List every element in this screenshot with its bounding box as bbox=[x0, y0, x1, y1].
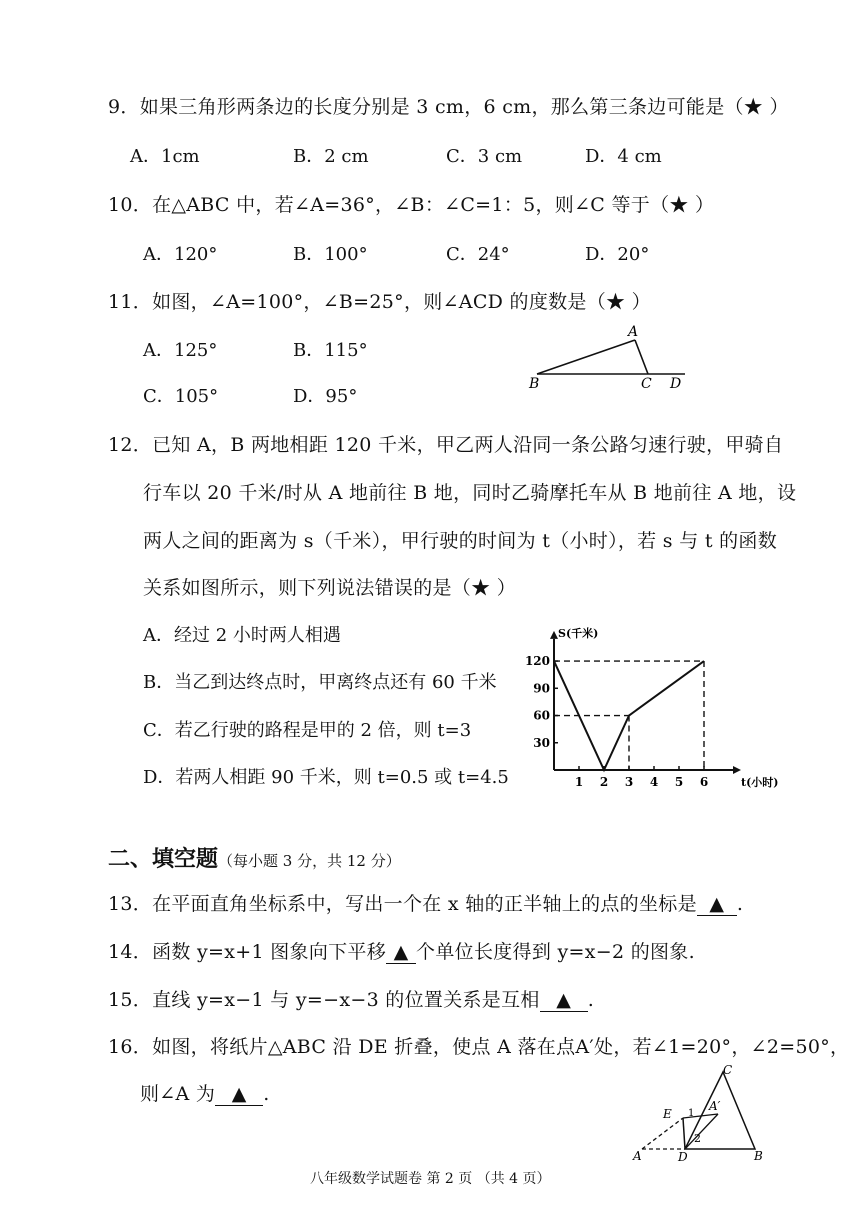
q11-option-c: C．105° bbox=[143, 386, 219, 407]
q16-text: 则∠A 为 bbox=[140, 1083, 216, 1105]
q16-label-d: D bbox=[678, 1150, 688, 1164]
q16-label-a-prime: A′ bbox=[709, 1099, 721, 1113]
x-tick-label: 1 bbox=[574, 775, 584, 789]
q13-text: 13．在平面直角坐标系中，写出一个在 x 轴的正半轴上的点的坐标是 bbox=[108, 893, 697, 915]
section-title: 二、填空题 bbox=[108, 846, 219, 872]
q16-blank: ▲ bbox=[215, 1083, 263, 1106]
y-tick-label: 60 bbox=[533, 708, 550, 723]
y-tick-label: 120 bbox=[524, 654, 550, 669]
q12-option-b: B．当乙到达终点时，甲离终点还有 60 千米 bbox=[143, 672, 497, 693]
q16-label-b: B bbox=[754, 1149, 763, 1163]
q12-stem-line-2: 行车以 20 千米/时从 A 地前往 B 地，同时乙骑摩托车从 B 地前往 A 地，设 bbox=[143, 482, 797, 504]
q10-option-a: A．120° bbox=[143, 244, 218, 265]
q14-pre: 14．函数 y=x+1 图象向下平移 bbox=[108, 941, 387, 963]
y-axis-label: S(千米) bbox=[558, 626, 599, 640]
section-heading bbox=[108, 842, 401, 873]
x-tick-label: 5 bbox=[674, 775, 684, 789]
x-tick-label: 3 bbox=[624, 775, 634, 789]
q10-option-d: D．20° bbox=[585, 244, 650, 265]
q16-label-c: C bbox=[723, 1063, 733, 1077]
q12-option-d: D．若两人相距 90 千米，则 t=0.5 或 t=4.5 bbox=[143, 767, 509, 788]
q11-stem: 11．如图，∠A=100°，∠B=25°，则∠ACD 的度数是（★ ） bbox=[108, 291, 651, 313]
page-footer: 八年级数学试题卷 第 2 页 （共 4 页） bbox=[310, 1171, 551, 1187]
x-tick-label: 6 bbox=[699, 775, 709, 789]
q16-label-a: A bbox=[633, 1149, 642, 1163]
x-axis-arrow bbox=[733, 766, 741, 774]
q11-label-a: A bbox=[628, 324, 639, 340]
q10-stem: 10．在△ABC 中，若∠A=36°，∠B：∠C=1：5，则∠C 等于（★ ） bbox=[108, 194, 715, 216]
q11-option-a: A．125° bbox=[143, 340, 218, 361]
q11-label-d: D bbox=[670, 376, 682, 392]
distance-time-chart bbox=[520, 615, 790, 800]
q15 bbox=[108, 985, 594, 1012]
q16-label-e: E bbox=[663, 1107, 672, 1121]
x-tick-label: 2 bbox=[599, 775, 609, 789]
q15-tail: . bbox=[587, 989, 595, 1011]
q11-option-d: D．95° bbox=[293, 386, 358, 407]
q14-blank: ▲ bbox=[386, 941, 416, 964]
x-axis-label: t(小时) bbox=[741, 776, 779, 789]
q12-stem-line-3: 两人之间的距离为 s（千米），甲行驶的时间为 t（小时），若 s 与 t 的函数 bbox=[143, 530, 778, 552]
q16-label-angle-1: 1 bbox=[688, 1108, 695, 1119]
q10-option-b: B．100° bbox=[293, 244, 368, 265]
q12-option-c: C．若乙行驶的路程是甲的 2 倍，则 t=3 bbox=[143, 720, 472, 741]
q11-label-b: B bbox=[529, 376, 540, 392]
q14 bbox=[108, 937, 695, 964]
q9-stem: 9．如果三角形两条边的长度分别是 3 cm，6 cm，那么第三条边可能是（★ ） bbox=[108, 96, 789, 118]
q16-tail: . bbox=[263, 1083, 270, 1105]
q11-triangle-figure bbox=[525, 318, 695, 393]
q12-stem-line-4: 关系如图所示，则下列说法错误的是（★ ） bbox=[143, 577, 517, 599]
q14-post: 个单位长度得到 y=x−2 的图象. bbox=[416, 941, 695, 963]
q15-text: 15．直线 y=x−1 与 y=−x−3 的位置关系是互相 bbox=[108, 989, 540, 1011]
x-tick-label: 4 bbox=[649, 775, 659, 789]
y-axis-arrow bbox=[550, 631, 558, 639]
q16-label-angle-2: 2 bbox=[694, 1132, 701, 1145]
q13-tail: . bbox=[736, 893, 744, 915]
q13 bbox=[108, 889, 743, 916]
section-note: （每小题 3 分，共 12 分） bbox=[218, 852, 401, 870]
q12-option-a: A．经过 2 小时两人相遇 bbox=[143, 625, 341, 646]
q9-option-b: B．2 cm bbox=[293, 146, 369, 167]
y-tick-label: 30 bbox=[533, 735, 550, 750]
q11-option-b: B．115° bbox=[293, 340, 368, 361]
q9-option-d: D．4 cm bbox=[585, 146, 662, 167]
q11-label-c: C bbox=[641, 376, 652, 392]
q16-fold-figure bbox=[630, 1062, 770, 1162]
y-tick-label: 90 bbox=[533, 681, 550, 696]
q9-option-a: A．1cm bbox=[130, 146, 200, 167]
q9-option-c: C．3 cm bbox=[446, 146, 523, 167]
q10-option-c: C．24° bbox=[446, 244, 510, 265]
q15-blank: ▲ bbox=[540, 989, 588, 1012]
q16-line-2 bbox=[140, 1079, 270, 1106]
q13-blank: ▲ bbox=[697, 893, 737, 916]
q16-line-1: 16．如图，将纸片△ABC 沿 DE 折叠，使点 A 落在点A′处，若∠1=20°，∠2=50°， bbox=[108, 1036, 850, 1058]
q12-stem-line-1: 12．已知 A，B 两地相距 120 千米，甲乙两人沿同一条公路匀速行驶，甲骑自 bbox=[108, 434, 784, 456]
